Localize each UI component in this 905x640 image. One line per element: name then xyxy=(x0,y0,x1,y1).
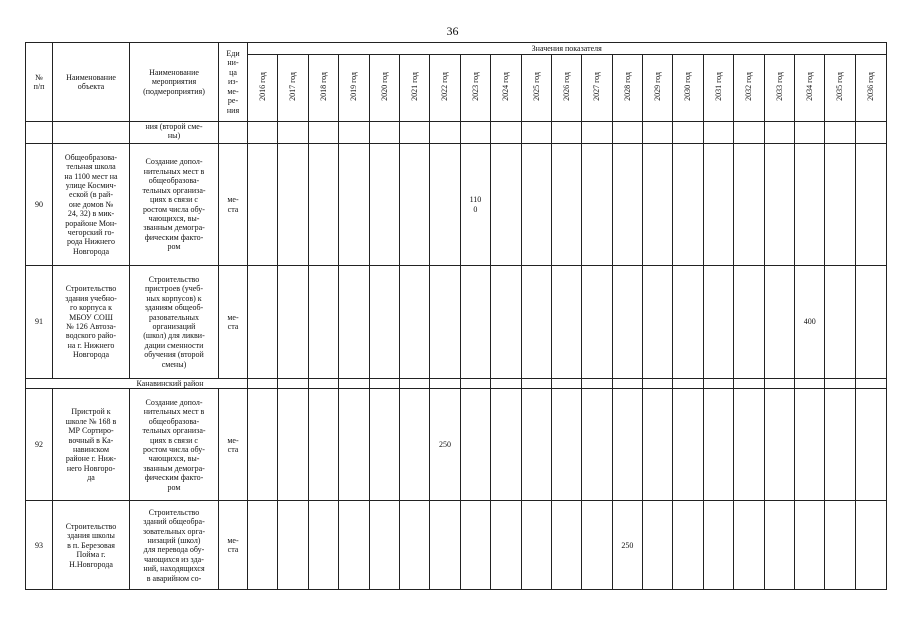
table-row-continuation xyxy=(26,122,887,144)
header-values: Значения показателя xyxy=(248,43,887,55)
cell-measure: Строительство зданий общеобра- зовательных орга- низаций (школ) для перевода обу- чающихся из зда- ний, находящихся в аварийном со- xyxy=(130,501,219,590)
header-year-11 xyxy=(582,55,612,122)
cell-year-value xyxy=(399,266,429,379)
cell-year-value xyxy=(248,144,278,266)
header-year-label: 2023 год xyxy=(470,72,480,102)
header-year-15 xyxy=(703,55,733,122)
cell-year-value xyxy=(399,389,429,501)
cell-year-value xyxy=(825,379,855,389)
cell-year-value xyxy=(521,266,551,379)
header-year-2 xyxy=(308,55,338,122)
cell-year-value xyxy=(582,389,612,501)
cell-year-value xyxy=(855,379,886,389)
section-row xyxy=(26,379,887,389)
cell-year-value xyxy=(339,266,369,379)
section-label: Канавинский район xyxy=(26,379,248,389)
cell-year-value xyxy=(855,122,886,144)
cell-year-value xyxy=(399,144,429,266)
cell-year-value xyxy=(551,501,581,590)
cell-year-value xyxy=(612,266,642,379)
header-year-label: 2016 год xyxy=(257,72,267,102)
cell-no: 93 xyxy=(26,501,53,590)
cell-year-value xyxy=(551,144,581,266)
header-year-label: 2035 год xyxy=(835,72,845,102)
cell-year-value xyxy=(521,144,551,266)
cell-year-value xyxy=(764,501,794,590)
cell-year-value xyxy=(734,501,764,590)
cell-year-value xyxy=(825,144,855,266)
cell-year-value xyxy=(551,379,581,389)
header-year-label: 2026 год xyxy=(561,72,571,102)
cell-year-value: 250 xyxy=(612,501,642,590)
cell-year-value xyxy=(308,501,338,590)
header-year-14 xyxy=(673,55,703,122)
header-year-5 xyxy=(399,55,429,122)
cell-year-value xyxy=(369,389,399,501)
cell-year-value xyxy=(825,266,855,379)
header-year-label: 2020 год xyxy=(379,72,389,102)
cell-year-value xyxy=(703,501,733,590)
cell-year-value xyxy=(491,389,521,501)
header-year-9 xyxy=(521,55,551,122)
page-number: 36 xyxy=(446,24,459,38)
header-year-label: 2018 год xyxy=(318,72,328,102)
cell-year-value xyxy=(491,266,521,379)
indicators-table xyxy=(25,42,887,590)
cell-year-value xyxy=(248,501,278,590)
header-unit: Еди ни- ца из- ме- ре- ния xyxy=(219,43,248,122)
cell-object: Общеобразова- тельная школа на 1100 мест на улице Космич- еской (в рай- оне домов № 24, 32) в мик- рорайоне Мон- чегорский го- рода Нижнего Новгорода xyxy=(53,144,130,266)
cell-year-value xyxy=(248,379,278,389)
cell-year-value xyxy=(339,501,369,590)
cell-year-value xyxy=(369,266,399,379)
header-year-3 xyxy=(339,55,369,122)
cell-year-value xyxy=(460,266,490,379)
cell-year-value xyxy=(248,266,278,379)
cell-year-value xyxy=(339,122,369,144)
header-measure: Наименование мероприятия (подмероприятия) xyxy=(130,43,219,122)
header-year-10 xyxy=(551,55,581,122)
cell-year-value xyxy=(612,122,642,144)
cell-unit: ме- ста xyxy=(219,389,248,501)
cell-no: 90 xyxy=(26,144,53,266)
cell-measure: Строительство пристроев (учеб- ных корпусов) к зданиям общеоб- разовательных организаций (школ) для ликви- дации сменности обучения (второй смены) xyxy=(130,266,219,379)
cell-year-value xyxy=(308,266,338,379)
header-year-8 xyxy=(491,55,521,122)
header-year-6 xyxy=(430,55,460,122)
header-year-label: 2022 год xyxy=(440,72,450,102)
cell-measure: Создание допол- нительных мест в общеобразова- тельных организа- циях в связи с ростом числа обу- чающихся, вы- званным демогра- фическим факто- ром xyxy=(130,144,219,266)
cell-year-value xyxy=(643,501,673,590)
cell-year-value xyxy=(430,266,460,379)
cell-year-value xyxy=(612,144,642,266)
cell-year-value xyxy=(582,144,612,266)
cell-year-value xyxy=(673,144,703,266)
cell-year-value xyxy=(612,379,642,389)
cell-year-value xyxy=(369,501,399,590)
header-year-label: 2030 год xyxy=(683,72,693,102)
cell-year-value xyxy=(582,501,612,590)
cell-year-value xyxy=(430,144,460,266)
cell-year-value xyxy=(308,122,338,144)
cell-year-value xyxy=(278,144,308,266)
cell-year-value xyxy=(521,501,551,590)
cell-no xyxy=(26,122,53,144)
cell-year-value xyxy=(855,389,886,501)
cell-year-value xyxy=(764,266,794,379)
cell-year-value xyxy=(369,144,399,266)
cell-year-value xyxy=(825,122,855,144)
header-year-label: 2028 год xyxy=(622,72,632,102)
cell-year-value xyxy=(855,266,886,379)
cell-year-value xyxy=(248,389,278,501)
cell-year-value xyxy=(764,144,794,266)
header-year-label: 2029 год xyxy=(653,72,663,102)
cell-year-value xyxy=(795,379,825,389)
cell-year-value xyxy=(308,389,338,501)
header-year-label: 2019 год xyxy=(349,72,359,102)
header-year-label: 2033 год xyxy=(774,72,784,102)
cell-year-value xyxy=(308,379,338,389)
cell-no: 91 xyxy=(26,266,53,379)
cell-year-value xyxy=(764,389,794,501)
cell-measure: Создание допол- нительных мест в общеобразова- тельных организа- циях в связи с ростом числа обу- чающихся, вы- званным демогра- фическим факто- ром xyxy=(130,389,219,501)
table-row xyxy=(26,144,887,266)
header-year-label: 2021 год xyxy=(409,72,419,102)
cell-year-value xyxy=(278,501,308,590)
cell-year-value: 400 xyxy=(795,266,825,379)
cell-year-value xyxy=(825,389,855,501)
header-year-0 xyxy=(248,55,278,122)
cell-year-value: 110 0 xyxy=(460,144,490,266)
cell-year-value xyxy=(582,379,612,389)
cell-year-value xyxy=(430,122,460,144)
cell-year-value xyxy=(643,266,673,379)
header-year-label: 2032 год xyxy=(744,72,754,102)
cell-year-value xyxy=(399,501,429,590)
header-year-label: 2031 год xyxy=(713,72,723,102)
cell-year-value xyxy=(521,389,551,501)
cell-year-value xyxy=(339,144,369,266)
cell-year-value xyxy=(734,144,764,266)
cell-year-value xyxy=(673,122,703,144)
header-year-12 xyxy=(612,55,642,122)
cell-year-value xyxy=(521,379,551,389)
cell-object: Пристрой к школе № 168 в МР Сортиро- вочный в Ка- навинском районе г. Ниж- него Новгоро- да xyxy=(53,389,130,501)
cell-year-value xyxy=(491,122,521,144)
header-year-7 xyxy=(460,55,490,122)
header-no: № п/п xyxy=(26,43,53,122)
table-body xyxy=(26,122,887,590)
cell-year-value xyxy=(643,122,673,144)
cell-year-value xyxy=(551,122,581,144)
cell-object: Строительство здания школы в п. Березовая Пойма г. Н.Новгорода xyxy=(53,501,130,590)
header-year-label: 2027 год xyxy=(592,72,602,102)
table-row xyxy=(26,389,887,501)
cell-year-value xyxy=(734,122,764,144)
cell-year-value xyxy=(582,122,612,144)
cell-year-value xyxy=(612,389,642,501)
cell-year-value xyxy=(703,144,733,266)
cell-year-value xyxy=(764,379,794,389)
header-year-label: 2017 год xyxy=(288,72,298,102)
cell-year-value xyxy=(673,266,703,379)
header-object: Наименование объекта xyxy=(53,43,130,122)
cell-year-value xyxy=(825,501,855,590)
cell-year-value xyxy=(339,379,369,389)
cell-year-value xyxy=(248,122,278,144)
header-year-16 xyxy=(734,55,764,122)
cell-year-value xyxy=(734,266,764,379)
cell-year-value xyxy=(491,501,521,590)
header-year-18 xyxy=(795,55,825,122)
cell-year-value xyxy=(795,501,825,590)
header-year-17 xyxy=(764,55,794,122)
cell-year-value xyxy=(643,379,673,389)
cell-year-value xyxy=(643,389,673,501)
cell-year-value xyxy=(369,122,399,144)
cell-unit: ме- ста xyxy=(219,144,248,266)
cell-year-value xyxy=(795,144,825,266)
cell-year-value xyxy=(491,144,521,266)
header-year-13 xyxy=(643,55,673,122)
cell-unit: ме- ста xyxy=(219,266,248,379)
cell-year-value xyxy=(430,501,460,590)
cell-year-value xyxy=(673,501,703,590)
cell-year-value xyxy=(339,389,369,501)
header-year-1 xyxy=(278,55,308,122)
cell-year-value xyxy=(308,144,338,266)
cell-year-value xyxy=(734,379,764,389)
cell-object xyxy=(53,122,130,144)
cell-year-value xyxy=(703,122,733,144)
table-row xyxy=(26,266,887,379)
cell-year-value xyxy=(795,389,825,501)
cell-year-value xyxy=(551,389,581,501)
cell-year-value xyxy=(855,501,886,590)
cell-year-value xyxy=(278,266,308,379)
cell-year-value xyxy=(855,144,886,266)
cell-year-value xyxy=(764,122,794,144)
header-year-19 xyxy=(825,55,855,122)
cell-object: Строительство здания учебно- го корпуса к МБОУ СОШ № 126 Автоза- водского райо- на г. Нижнего Новгорода xyxy=(53,266,130,379)
cell-year-value xyxy=(460,379,490,389)
cell-year-value xyxy=(673,389,703,501)
cell-year-value xyxy=(703,266,733,379)
table-row xyxy=(26,501,887,590)
cell-year-value xyxy=(399,122,429,144)
cell-year-value xyxy=(795,122,825,144)
cell-year-value: 250 xyxy=(430,389,460,501)
header-year-label: 2036 год xyxy=(865,72,875,102)
cell-year-value xyxy=(734,389,764,501)
header-year-4 xyxy=(369,55,399,122)
header-year-label: 2025 год xyxy=(531,72,541,102)
cell-year-value xyxy=(399,379,429,389)
cell-year-value xyxy=(369,379,399,389)
cell-year-value xyxy=(460,389,490,501)
cell-year-value xyxy=(582,266,612,379)
cell-unit: ме- ста xyxy=(219,501,248,590)
cell-year-value xyxy=(491,379,521,389)
cell-no: 92 xyxy=(26,389,53,501)
cell-year-value xyxy=(460,122,490,144)
cell-unit xyxy=(219,122,248,144)
cell-year-value xyxy=(643,144,673,266)
cell-measure: ния (второй сме- ны) xyxy=(130,122,219,144)
cell-year-value xyxy=(460,501,490,590)
cell-year-value xyxy=(430,379,460,389)
cell-year-value xyxy=(278,379,308,389)
cell-year-value xyxy=(673,379,703,389)
cell-year-value xyxy=(278,122,308,144)
cell-year-value xyxy=(278,389,308,501)
cell-year-value xyxy=(551,266,581,379)
header-year-label: 2024 год xyxy=(501,72,511,102)
cell-year-value xyxy=(521,122,551,144)
header-year-label: 2034 год xyxy=(805,72,815,102)
header-year-20 xyxy=(855,55,886,122)
cell-year-value xyxy=(703,389,733,501)
cell-year-value xyxy=(703,379,733,389)
